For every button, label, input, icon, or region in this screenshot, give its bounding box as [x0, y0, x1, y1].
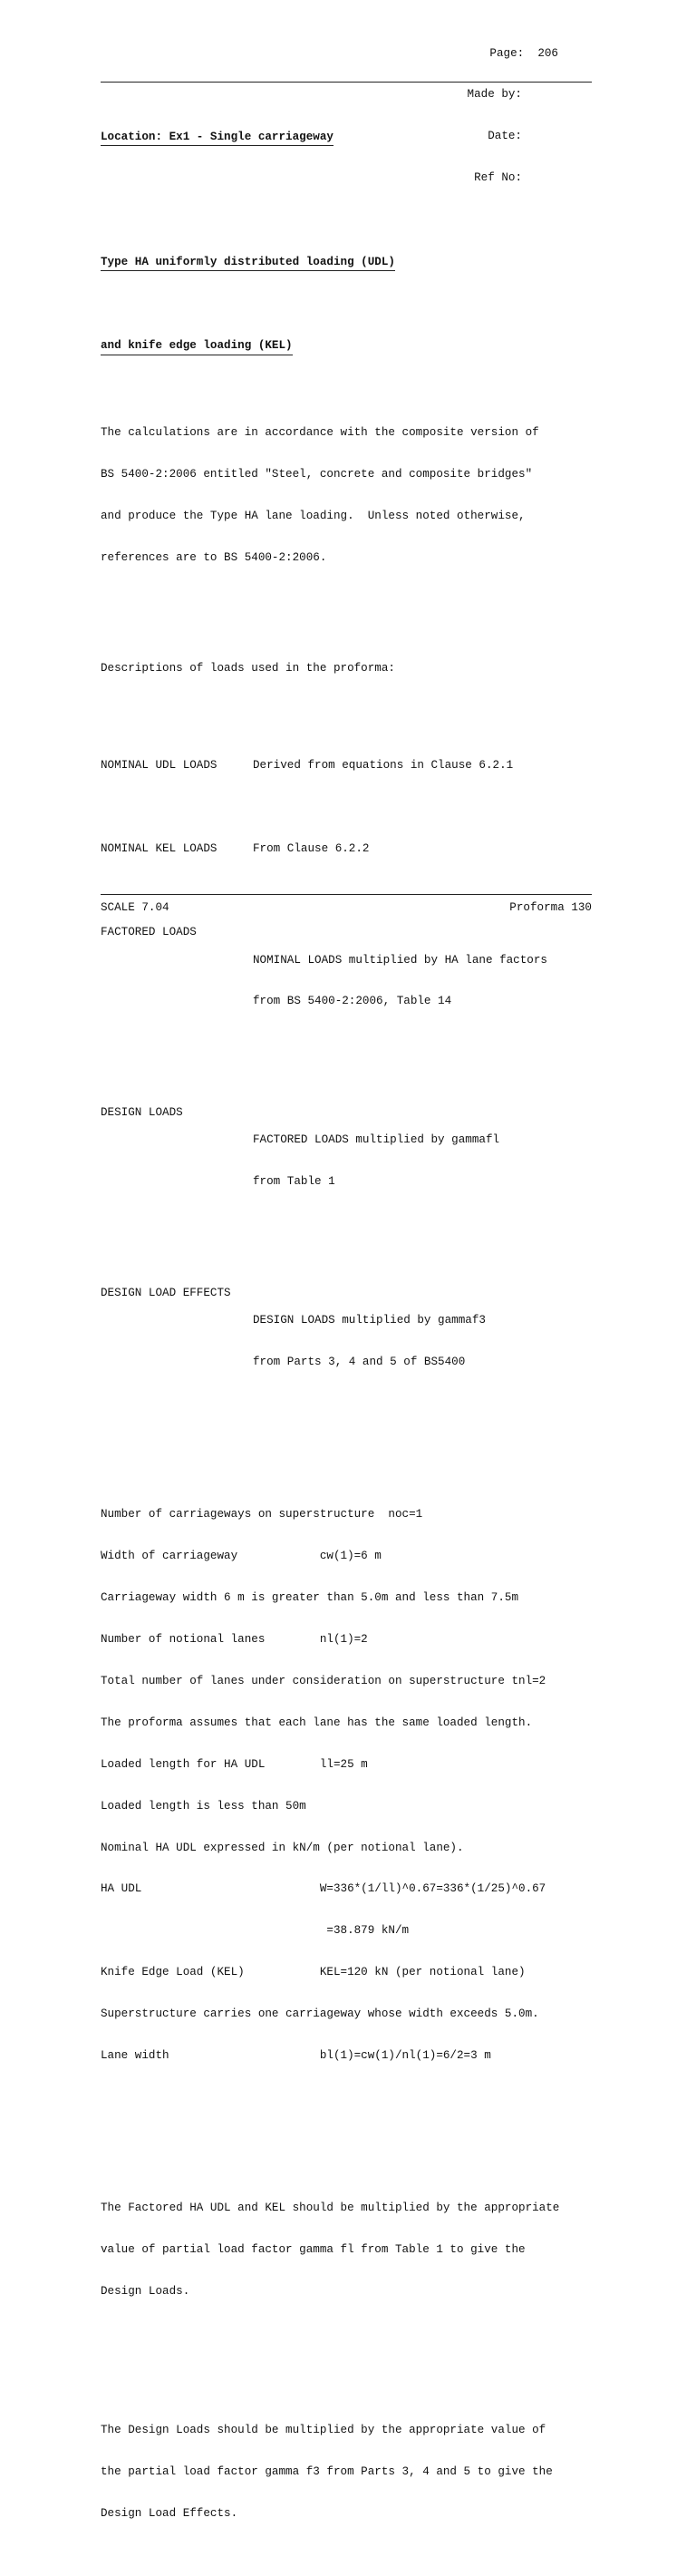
header-divider [101, 82, 592, 83]
definition-text: From Clause 6.2.2 [253, 842, 370, 856]
calculation-line: Width of carriageway cw(1)=6 m [101, 1550, 382, 1563]
definition-nominal-udl [101, 759, 608, 773]
made-by-label: Made by: [467, 88, 522, 102]
calculation-line: Superstructure carries one carriageway whose width exceeds 5.0m. [101, 2007, 539, 2021]
definition-term: NOMINAL KEL LOADS [101, 842, 218, 856]
paragraph-line: The Factored HA UDL and KEL should be multiplied by the appropriate [101, 2202, 560, 2215]
location-heading: Location: Ex1 - Single carriageway [101, 131, 334, 146]
factored-paragraph [101, 2174, 608, 2327]
intro-line: The calculations are in accordance with the composite version of [101, 426, 539, 440]
date-label: Date: [488, 130, 522, 143]
definition-text: Derived from equations in Clause 6.2.1 [253, 759, 514, 773]
calculation-line: Total number of lanes under consideration on superstructure tnl=2 [101, 1674, 546, 1687]
design-paragraph [101, 2396, 608, 2548]
ref-no-label: Ref No: [474, 171, 522, 185]
definition-design-loads [101, 1106, 608, 1217]
definition-term: NOMINAL UDL LOADS [101, 759, 218, 773]
calculation-line: Knife Edge Load (KEL) KEL=120 kN (per notional lane) [101, 1966, 526, 1979]
calculation-line: Number of notional lanes nl(1)=2 [101, 1633, 368, 1647]
calculation-line: Nominal HA UDL expressed in kN/m (per notional lane). [101, 1841, 464, 1854]
kel-heading: and knife edge loading (KEL) [101, 339, 293, 355]
definition-text: from Parts 3, 4 and 5 of BS5400 [253, 1356, 466, 1369]
intro-paragraph [101, 399, 608, 593]
calculation-line: Loaded length for HA UDL ll=25 m [101, 1757, 368, 1771]
calculation-line: HA UDL W=336*(1/ll)^0.67=336*(1/25)^0.67 [101, 1882, 546, 1896]
calculation-line: Carriageway width 6 m is greater than 5.0m and less than 7.5m [101, 1591, 519, 1605]
definition-text: NOMINAL LOADS multiplied by HA lane factors [253, 953, 547, 967]
paragraph-line: Design Load Effects. [101, 2506, 238, 2520]
paragraph-line: value of partial load factor gamma fl from Table 1 to give the [101, 2243, 526, 2257]
paragraph-line: the partial load factor gamma f3 from Parts 3, 4 and 5 to give the [101, 2464, 553, 2478]
definition-text: from BS 5400-2:2006, Table 14 [253, 995, 452, 1008]
calculation-line: The proforma assumes that each lane has the same loaded length. [101, 1716, 533, 1729]
page-label: Page: [489, 46, 525, 60]
definition-term: DESIGN LOADS [101, 1105, 183, 1119]
definition-text: FACTORED LOADS multiplied by gammafl [253, 1133, 500, 1147]
intro-line: BS 5400-2:2006 entitled "Steel, concrete and composite bridges" [101, 468, 533, 481]
definition-term: DESIGN LOAD EFFECTS [101, 1286, 231, 1299]
calculation-line: Loaded length is less than 50m [101, 1799, 306, 1813]
paragraph-line: Design Loads. [101, 2285, 190, 2299]
page-footer [101, 901, 592, 915]
document-body [101, 102, 608, 2576]
paragraph-line: The Design Loads should be multiplied by the appropriate value of [101, 2423, 546, 2436]
page-number: 206 [537, 46, 558, 60]
page-number-row [0, 47, 558, 61]
definition-factored-loads [101, 926, 608, 1036]
definition-text: DESIGN LOADS multiplied by gammaf3 [253, 1314, 486, 1327]
footer-divider [101, 894, 592, 895]
definition-nominal-kel [101, 842, 608, 856]
intro-line: references are to BS 5400-2:2006. [101, 550, 327, 564]
calculation-line: Lane width bl(1)=cw(1)/nl(1)=6/2=3 m [101, 2048, 491, 2062]
footer-proforma-label: Proforma 130 [509, 901, 592, 914]
definition-term: FACTORED LOADS [101, 925, 197, 938]
footer-scale-label: SCALE 7.04 [101, 901, 169, 914]
definition-design-load-effects [101, 1287, 608, 1397]
definition-text: from Table 1 [253, 1175, 335, 1189]
calculation-line: =38.879 kN/m [101, 1924, 410, 1938]
calculations-block [101, 1481, 608, 2091]
descriptions-title: Descriptions of loads used in the proforma: [101, 662, 395, 676]
intro-line: and produce the Type HA lane loading. Unless noted otherwise, [101, 510, 526, 523]
type-ha-heading: Type HA uniformly distributed loading (UDL) [101, 256, 395, 271]
calculation-line: Number of carriageways on superstructure noc=1 [101, 1508, 423, 1521]
